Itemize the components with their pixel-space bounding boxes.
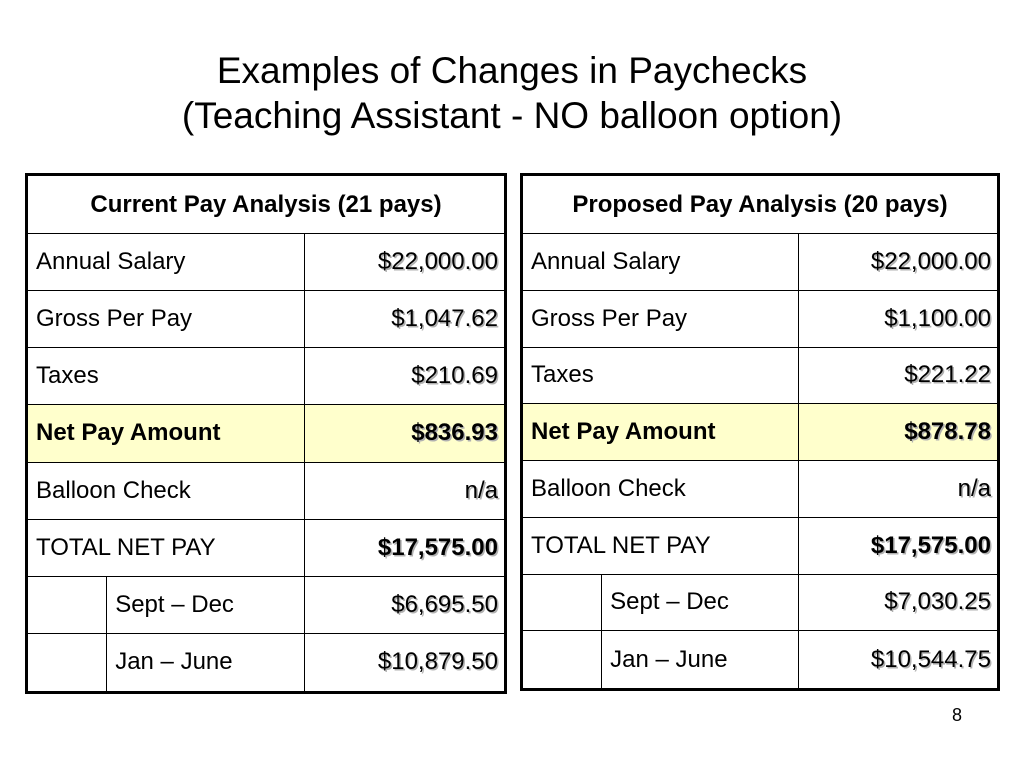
balloon-check-label: Balloon Check: [522, 461, 799, 518]
net-pay-label: Net Pay Amount: [522, 404, 799, 461]
slide-title: [0, 48, 1024, 138]
blank-cell: [522, 574, 602, 631]
annual-salary-value: $22,000.00: [305, 234, 506, 291]
annual-salary-row: [27, 234, 506, 291]
gross-per-pay-value: $1,047.62: [305, 291, 506, 348]
total-net-pay-value: $17,575.00: [799, 517, 999, 574]
taxes-label: Taxes: [27, 348, 305, 405]
page-number: 8: [951, 705, 962, 725]
period-jan-june-value: $10,544.75: [799, 631, 999, 690]
net-pay-row: [27, 405, 506, 462]
taxes-label: Taxes: [522, 347, 799, 404]
proposed-pay-table: [520, 173, 1000, 691]
period-jan-june-value: $10,879.50: [305, 633, 506, 692]
balloon-check-value: n/a: [799, 461, 999, 518]
period-sept-dec-row: [522, 574, 999, 631]
total-net-pay-label: TOTAL NET PAY: [27, 519, 305, 576]
gross-per-pay-row: [522, 290, 999, 347]
annual-salary-value: $22,000.00: [799, 234, 999, 291]
annual-salary-row: [522, 234, 999, 291]
annual-salary-label: Annual Salary: [522, 234, 799, 291]
gross-per-pay-label: Gross Per Pay: [522, 290, 799, 347]
period-sept-dec-value: $6,695.50: [305, 576, 506, 633]
current-pay-table: [25, 173, 507, 694]
table-header-row: [27, 175, 506, 234]
proposed-heading: Proposed Pay Analysis (20 pays): [522, 175, 999, 234]
annual-salary-label: Annual Salary: [27, 234, 305, 291]
period-sept-dec-label: Sept – Dec: [602, 574, 799, 631]
net-pay-value: $878.78: [799, 404, 999, 461]
title-line-1: Examples of Changes in Paychecks: [216, 50, 808, 91]
table-header-row: [522, 175, 999, 234]
period-jan-june-label: Jan – June: [107, 633, 305, 692]
blank-cell: [27, 633, 107, 692]
net-pay-row: [522, 404, 999, 461]
period-sept-dec-row: [27, 576, 506, 633]
balloon-check-row: [522, 461, 999, 518]
taxes-value: $210.69: [305, 348, 506, 405]
total-net-pay-label: TOTAL NET PAY: [522, 517, 799, 574]
title-line-2: (Teaching Assistant - NO balloon option): [181, 95, 843, 136]
net-pay-label: Net Pay Amount: [27, 405, 305, 462]
gross-per-pay-row: [27, 291, 506, 348]
taxes-row: [522, 347, 999, 404]
total-net-pay-row: [27, 519, 506, 576]
balloon-check-label: Balloon Check: [27, 462, 305, 519]
gross-per-pay-label: Gross Per Pay: [27, 291, 305, 348]
gross-per-pay-value: $1,100.00: [799, 290, 999, 347]
period-sept-dec-label: Sept – Dec: [107, 576, 305, 633]
period-jan-june-row: [27, 633, 506, 692]
total-net-pay-row: [522, 517, 999, 574]
period-jan-june-label: Jan – June: [602, 631, 799, 690]
period-jan-june-row: [522, 631, 999, 690]
current-heading: Current Pay Analysis (21 pays): [27, 175, 506, 234]
blank-cell: [27, 576, 107, 633]
taxes-row: [27, 348, 506, 405]
net-pay-value: $836.93: [305, 405, 506, 462]
balloon-check-value: n/a: [305, 462, 506, 519]
blank-cell: [522, 631, 602, 690]
balloon-check-row: [27, 462, 506, 519]
taxes-value: $221.22: [799, 347, 999, 404]
total-net-pay-value: $17,575.00: [305, 519, 506, 576]
period-sept-dec-value: $7,030.25: [799, 574, 999, 631]
